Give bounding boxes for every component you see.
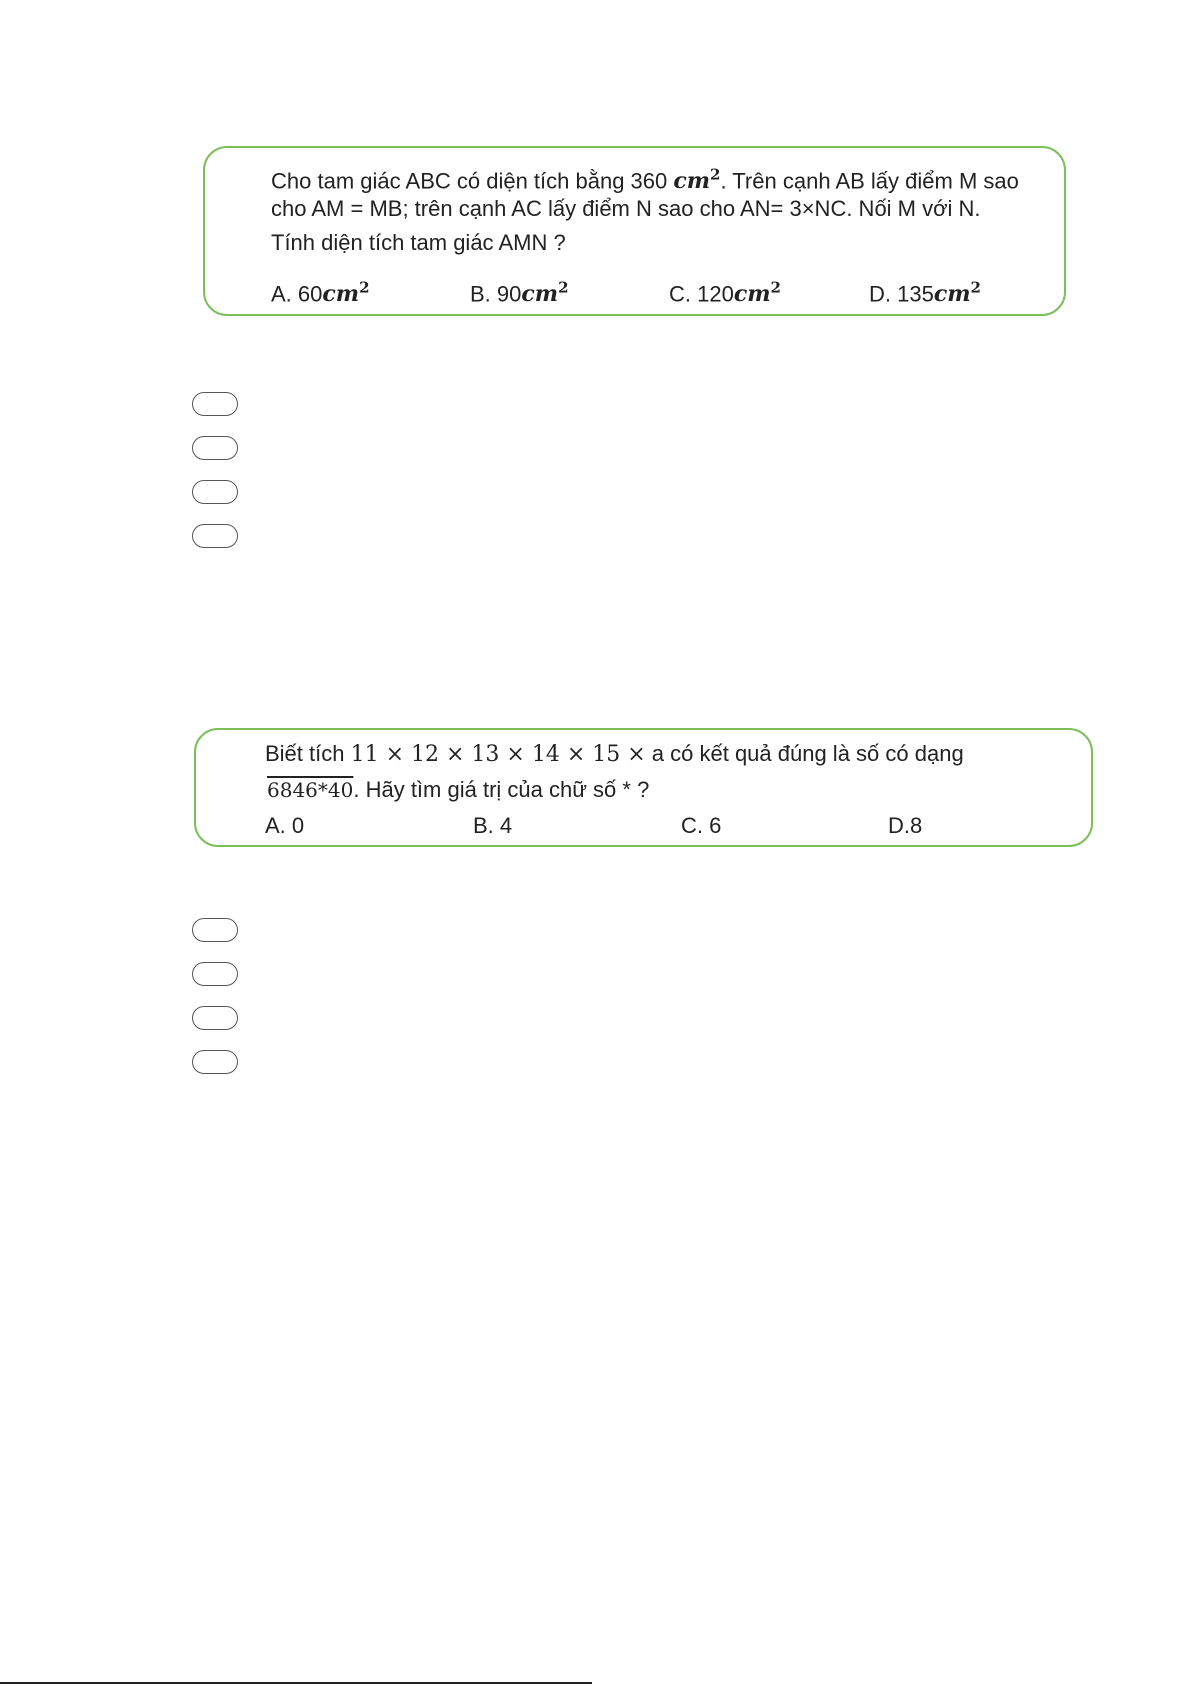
question-2-answer-b-choice[interactable] bbox=[192, 962, 238, 986]
question-2-option-d: D.8 bbox=[888, 813, 923, 838]
question-2-answer-a-choice[interactable] bbox=[192, 918, 238, 942]
question-2-box bbox=[194, 728, 1093, 847]
footer-rule bbox=[0, 1682, 592, 1684]
question-1-answer-a-choice[interactable] bbox=[192, 392, 238, 416]
question-2-line-2 bbox=[267, 775, 649, 805]
question-2-product: 11 × 12 × 13 × 14 × 15 × bbox=[350, 742, 646, 767]
question-1-text-post: . Trên cạnh AB lấy điểm M sao bbox=[720, 168, 1019, 194]
question-2-number: 6846*40 bbox=[267, 778, 354, 802]
question-1-option-d: D. $135cm^2$ bbox=[869, 279, 981, 308]
question-1-line-2: cho AM = MB; trên cạnh AC lấy điểm N sao cho AN= 3×NC. Nối M với N. bbox=[271, 196, 981, 221]
question-1-unit: $cm^2$ bbox=[673, 166, 721, 195]
question-2-option-a: A. 0 bbox=[265, 813, 305, 838]
question-1-option-a: A. $60cm^2$ bbox=[271, 279, 370, 308]
question-1-line-1 bbox=[271, 160, 1019, 196]
question-1-answer-c-choice[interactable] bbox=[192, 480, 238, 504]
question-1-text-pre: Cho tam giác ABC có diện tích bằng 360 bbox=[271, 168, 674, 194]
question-2-answer-c-choice[interactable] bbox=[192, 1006, 238, 1030]
question-1-option-c: C. $120cm^2$ bbox=[669, 279, 781, 308]
question-2-answer-d-choice[interactable] bbox=[192, 1050, 238, 1074]
question-1-box bbox=[203, 146, 1066, 316]
question-1-answer-d-choice[interactable] bbox=[192, 524, 238, 548]
question-1-answer-b-choice[interactable] bbox=[192, 436, 238, 460]
question-1-line-3: Tính diện tích tam giác AMN ? bbox=[271, 230, 566, 255]
question-2-text-post: a có kết quả đúng là số có dạng bbox=[645, 741, 964, 766]
question-2-option-b: B. 4 bbox=[473, 813, 513, 838]
question-2-text-pre: Biết tích bbox=[265, 741, 351, 766]
question-2-line-1 bbox=[265, 739, 964, 770]
question-1-option-b: B. $90cm^2$ bbox=[470, 279, 569, 308]
question-2-text-2: . Hãy tìm giá trị của chữ số * ? bbox=[353, 777, 650, 802]
question-2-option-c: C. 6 bbox=[681, 813, 722, 838]
